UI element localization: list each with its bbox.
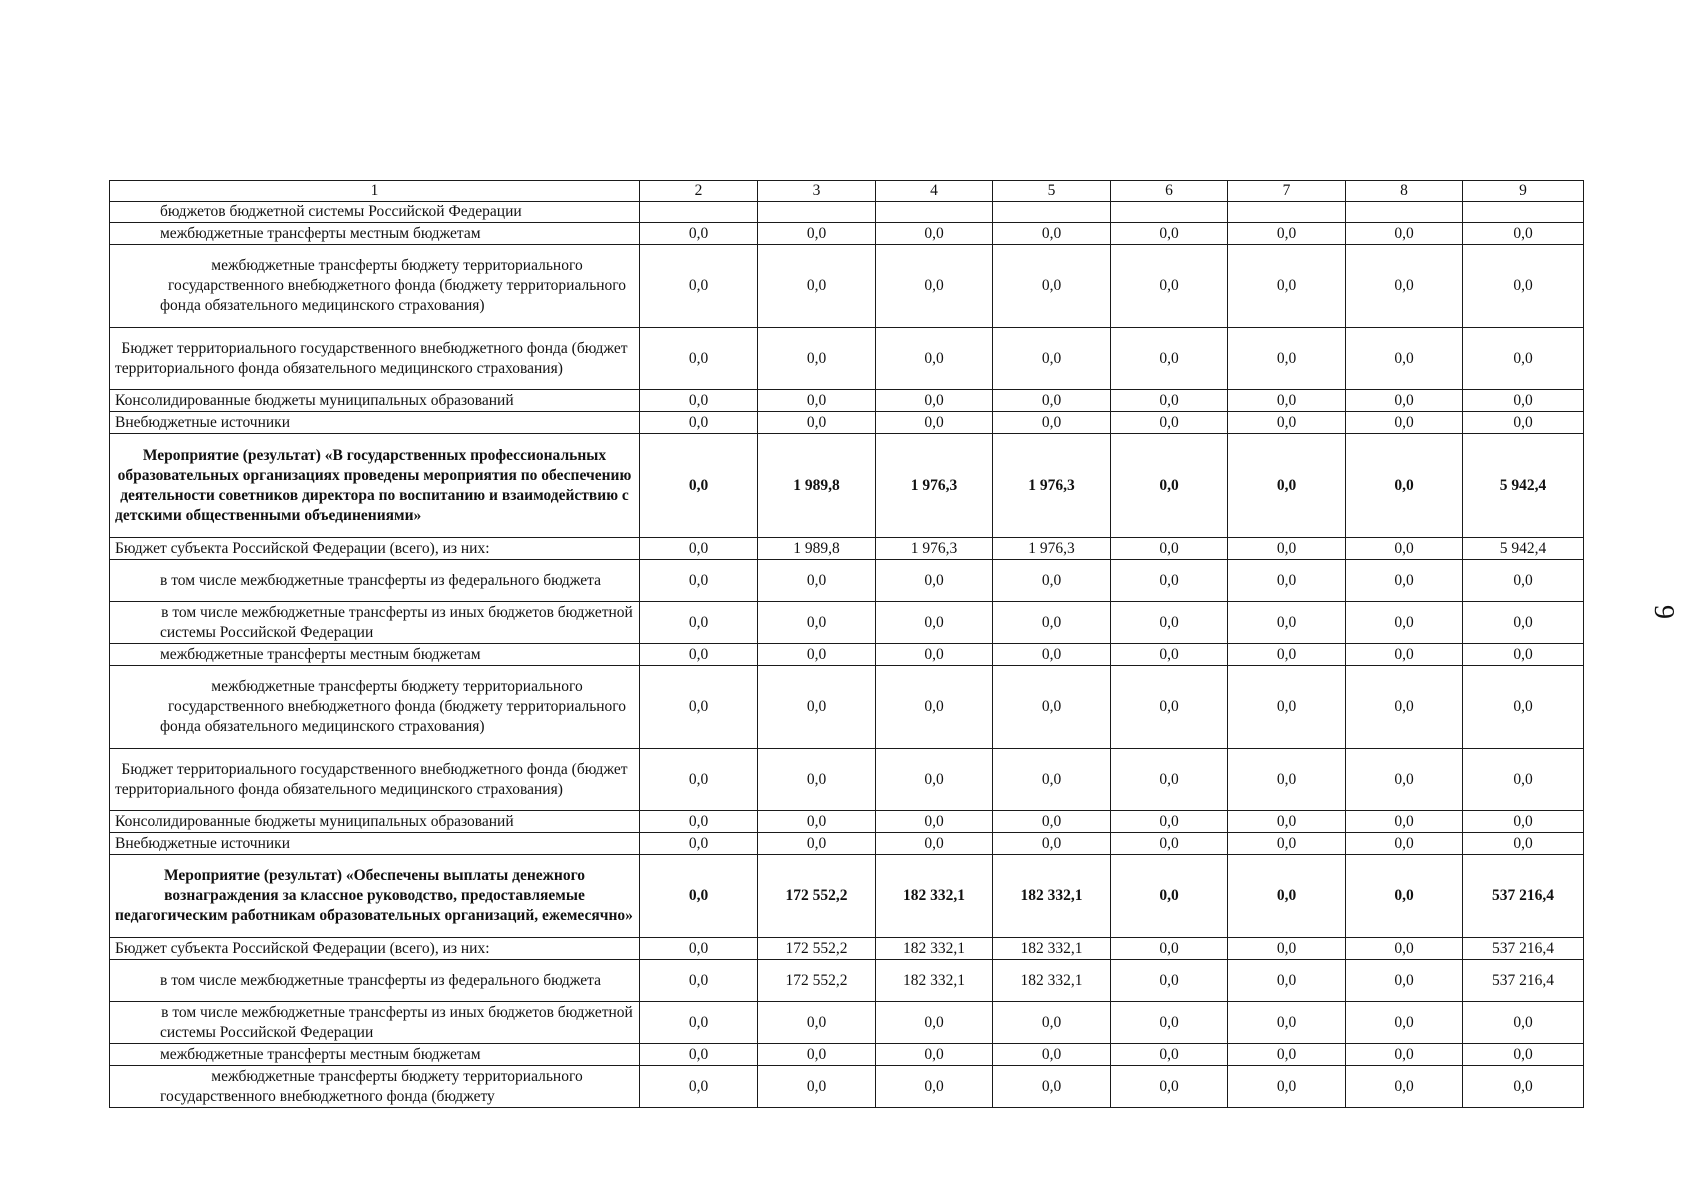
value-cell: 1 976,3 [993, 538, 1111, 560]
row-label: в том числе межбюджетные трансферты из иных бюджетов бюджетной системы Российской Федерации [110, 602, 640, 644]
value-cell: 0,0 [1346, 644, 1463, 666]
table-row [110, 390, 1584, 412]
value-cell: 0,0 [993, 412, 1111, 434]
table-row [110, 602, 1584, 644]
row-label: в том числе межбюджетные трансферты из иных бюджетов бюджетной системы Российской Федерации [110, 1002, 640, 1044]
value-cell: 0,0 [640, 960, 758, 1002]
value-cell: 0,0 [993, 811, 1111, 833]
value-cell: 0,0 [758, 560, 876, 602]
value-cell: 0,0 [876, 749, 993, 811]
value-cell: 0,0 [1463, 811, 1584, 833]
row-label: бюджетов бюджетной системы Российской Федерации [110, 202, 640, 223]
column-header: 4 [876, 181, 993, 202]
value-cell: 0,0 [1463, 1002, 1584, 1044]
value-cell: 0,0 [993, 390, 1111, 412]
value-cell: 0,0 [1111, 223, 1228, 245]
value-cell: 0,0 [876, 1066, 993, 1108]
value-cell: 0,0 [640, 833, 758, 855]
value-cell: 0,0 [993, 602, 1111, 644]
value-cell: 172 552,2 [758, 855, 876, 938]
value-cell: 0,0 [1346, 749, 1463, 811]
value-cell: 0,0 [640, 412, 758, 434]
value-cell: 0,0 [876, 644, 993, 666]
value-cell: 0,0 [993, 666, 1111, 749]
table-row [110, 1002, 1584, 1044]
value-cell: 0,0 [876, 328, 993, 390]
value-cell: 0,0 [993, 328, 1111, 390]
value-cell: 0,0 [1111, 960, 1228, 1002]
value-cell: 0,0 [1228, 811, 1346, 833]
value-cell: 172 552,2 [758, 938, 876, 960]
table-row [110, 1066, 1584, 1108]
value-cell: 0,0 [1463, 666, 1584, 749]
value-cell: 182 332,1 [876, 855, 993, 938]
value-cell: 0,0 [876, 223, 993, 245]
value-cell: 0,0 [1463, 1066, 1584, 1108]
value-cell: 0,0 [993, 245, 1111, 328]
column-header: 6 [1111, 181, 1228, 202]
value-cell: 0,0 [640, 538, 758, 560]
row-label: в том числе межбюджетные трансферты из федерального бюджета [110, 560, 640, 602]
activity-row [110, 855, 1584, 938]
value-cell: 0,0 [1228, 602, 1346, 644]
table-row [110, 811, 1584, 833]
value-cell: 0,0 [1463, 1044, 1584, 1066]
value-cell: 0,0 [1346, 560, 1463, 602]
value-cell: 0,0 [1111, 1002, 1228, 1044]
value-cell: 0,0 [1111, 855, 1228, 938]
value-cell: 0,0 [640, 560, 758, 602]
value-cell: 0,0 [1346, 390, 1463, 412]
row-label: межбюджетные трансферты местным бюджетам [110, 1044, 640, 1066]
column-header: 9 [1463, 181, 1584, 202]
column-header: 1 [110, 181, 640, 202]
value-cell: 0,0 [1463, 412, 1584, 434]
value-cell: 0,0 [993, 644, 1111, 666]
value-cell: 0,0 [1346, 538, 1463, 560]
value-cell: 0,0 [1228, 1002, 1346, 1044]
value-cell: 0,0 [1463, 223, 1584, 245]
value-cell: 0,0 [640, 223, 758, 245]
value-cell: 0,0 [993, 1066, 1111, 1108]
value-cell: 1 976,3 [876, 538, 993, 560]
row-label: Мероприятие (результат) «Обеспечены выплаты денежного вознаграждения за классное руководство, предоставляемые педагогическим работникам образовательных организаций, ежемесячно» [110, 855, 640, 938]
value-cell: 0,0 [1111, 328, 1228, 390]
value-cell: 0,0 [758, 412, 876, 434]
value-cell: 0,0 [876, 412, 993, 434]
value-cell: 0,0 [876, 811, 993, 833]
value-cell [1346, 202, 1463, 223]
row-label: Мероприятие (результат) «В государственных профессиональных образовательных организациях проведены мероприятия по обеспечению деятельности советников директора по воспитанию и взаимодействию с детскими общественными объединениями» [110, 434, 640, 538]
budget-table [109, 180, 1584, 1108]
value-cell: 0,0 [1228, 390, 1346, 412]
value-cell: 0,0 [1346, 666, 1463, 749]
value-cell: 0,0 [876, 666, 993, 749]
row-label: межбюджетные трансферты бюджету территориального государственного внебюджетного фонда (бюджету [110, 1066, 640, 1108]
value-cell: 0,0 [1463, 602, 1584, 644]
value-cell: 1 989,8 [758, 538, 876, 560]
value-cell: 0,0 [993, 749, 1111, 811]
value-cell: 0,0 [1111, 1066, 1228, 1108]
value-cell: 0,0 [1463, 560, 1584, 602]
value-cell: 0,0 [993, 1044, 1111, 1066]
value-cell: 0,0 [758, 749, 876, 811]
value-cell: 0,0 [1346, 833, 1463, 855]
value-cell: 0,0 [1346, 434, 1463, 538]
value-cell: 0,0 [1111, 390, 1228, 412]
value-cell: 0,0 [1346, 1044, 1463, 1066]
value-cell: 0,0 [640, 328, 758, 390]
value-cell: 0,0 [876, 1044, 993, 1066]
value-cell [1111, 202, 1228, 223]
table-row [110, 412, 1584, 434]
header-row [110, 181, 1584, 202]
value-cell: 0,0 [640, 1044, 758, 1066]
value-cell: 1 989,8 [758, 434, 876, 538]
table-row [110, 202, 1584, 223]
value-cell: 0,0 [1463, 833, 1584, 855]
value-cell: 0,0 [1111, 938, 1228, 960]
value-cell: 0,0 [758, 833, 876, 855]
value-cell: 0,0 [1228, 538, 1346, 560]
value-cell: 0,0 [640, 644, 758, 666]
value-cell: 0,0 [876, 1002, 993, 1044]
table-row [110, 328, 1584, 390]
row-label: Бюджет территориального государственного внебюджетного фонда (бюджет территориального фонда обязательного медицинского страхования) [110, 328, 640, 390]
column-header: 2 [640, 181, 758, 202]
value-cell [993, 202, 1111, 223]
value-cell: 0,0 [1111, 245, 1228, 328]
value-cell: 0,0 [1111, 1044, 1228, 1066]
value-cell: 0,0 [1228, 644, 1346, 666]
row-label: Консолидированные бюджеты муниципальных образований [110, 811, 640, 833]
value-cell: 0,0 [1228, 749, 1346, 811]
value-cell: 0,0 [1228, 1066, 1346, 1108]
row-label: межбюджетные трансферты местным бюджетам [110, 644, 640, 666]
column-header: 8 [1346, 181, 1463, 202]
table-row [110, 833, 1584, 855]
value-cell: 0,0 [993, 223, 1111, 245]
row-label: Бюджет субъекта Российской Федерации (всего), из них: [110, 938, 640, 960]
value-cell: 0,0 [876, 602, 993, 644]
value-cell: 5 942,4 [1463, 434, 1584, 538]
table-row [110, 245, 1584, 328]
value-cell [640, 202, 758, 223]
row-label: Внебюджетные источники [110, 412, 640, 434]
value-cell: 0,0 [1346, 223, 1463, 245]
value-cell: 0,0 [1228, 560, 1346, 602]
value-cell [1228, 202, 1346, 223]
row-label: Внебюджетные источники [110, 833, 640, 855]
value-cell: 537 216,4 [1463, 960, 1584, 1002]
value-cell: 0,0 [1228, 1044, 1346, 1066]
value-cell: 0,0 [1228, 328, 1346, 390]
value-cell: 0,0 [1346, 855, 1463, 938]
value-cell: 0,0 [1228, 434, 1346, 538]
value-cell: 182 332,1 [993, 960, 1111, 1002]
value-cell: 0,0 [1463, 749, 1584, 811]
value-cell: 0,0 [640, 811, 758, 833]
column-header: 7 [1228, 181, 1346, 202]
table-row [110, 960, 1584, 1002]
table-body [110, 181, 1584, 1108]
activity-row [110, 434, 1584, 538]
row-label: в том числе межбюджетные трансферты из федерального бюджета [110, 960, 640, 1002]
value-cell [758, 202, 876, 223]
value-cell: 0,0 [758, 245, 876, 328]
value-cell: 0,0 [1111, 811, 1228, 833]
value-cell: 0,0 [1111, 666, 1228, 749]
value-cell: 0,0 [1346, 1066, 1463, 1108]
value-cell: 0,0 [640, 602, 758, 644]
value-cell: 0,0 [1228, 855, 1346, 938]
value-cell: 0,0 [1228, 938, 1346, 960]
value-cell: 0,0 [1463, 245, 1584, 328]
value-cell [1463, 202, 1584, 223]
value-cell: 0,0 [876, 390, 993, 412]
value-cell: 0,0 [993, 560, 1111, 602]
value-cell: 0,0 [1346, 412, 1463, 434]
value-cell: 0,0 [1228, 960, 1346, 1002]
value-cell: 182 332,1 [993, 855, 1111, 938]
value-cell: 0,0 [758, 666, 876, 749]
row-label: межбюджетные трансферты бюджету территориального государственного внебюджетного фонда (бюджету территориального фонда обязательного медицинского страхования) [110, 666, 640, 749]
value-cell: 0,0 [640, 938, 758, 960]
value-cell: 0,0 [1111, 434, 1228, 538]
value-cell: 182 332,1 [993, 938, 1111, 960]
value-cell: 0,0 [1346, 811, 1463, 833]
value-cell: 0,0 [758, 223, 876, 245]
value-cell: 537 216,4 [1463, 855, 1584, 938]
value-cell: 0,0 [1463, 328, 1584, 390]
table-row [110, 1044, 1584, 1066]
value-cell: 0,0 [758, 390, 876, 412]
column-header: 5 [993, 181, 1111, 202]
value-cell: 0,0 [1111, 602, 1228, 644]
value-cell: 0,0 [758, 1002, 876, 1044]
column-header: 3 [758, 181, 876, 202]
value-cell: 0,0 [758, 1044, 876, 1066]
value-cell: 0,0 [758, 644, 876, 666]
value-cell: 0,0 [640, 666, 758, 749]
table-row [110, 644, 1584, 666]
value-cell: 182 332,1 [876, 938, 993, 960]
value-cell: 0,0 [1111, 412, 1228, 434]
table-row [110, 223, 1584, 245]
value-cell: 0,0 [640, 434, 758, 538]
row-label: межбюджетные трансферты местным бюджетам [110, 223, 640, 245]
value-cell: 0,0 [1228, 223, 1346, 245]
value-cell: 0,0 [1228, 666, 1346, 749]
value-cell: 0,0 [758, 811, 876, 833]
value-cell: 0,0 [993, 1002, 1111, 1044]
table-row [110, 749, 1584, 811]
value-cell: 0,0 [1346, 328, 1463, 390]
value-cell: 0,0 [1346, 960, 1463, 1002]
value-cell: 0,0 [1346, 602, 1463, 644]
value-cell: 0,0 [1111, 833, 1228, 855]
value-cell: 182 332,1 [876, 960, 993, 1002]
value-cell: 0,0 [640, 749, 758, 811]
value-cell: 0,0 [1228, 833, 1346, 855]
value-cell: 0,0 [1111, 538, 1228, 560]
table-row [110, 538, 1584, 560]
value-cell: 0,0 [1111, 644, 1228, 666]
row-label: межбюджетные трансферты бюджету территориального государственного внебюджетного фонда (бюджету территориального фонда обязательного медицинского страхования) [110, 245, 640, 328]
table-row [110, 938, 1584, 960]
page-number: 9 [1648, 605, 1679, 619]
value-cell: 0,0 [1111, 560, 1228, 602]
value-cell: 0,0 [758, 602, 876, 644]
value-cell: 0,0 [1346, 245, 1463, 328]
value-cell: 0,0 [1228, 245, 1346, 328]
value-cell: 0,0 [640, 855, 758, 938]
value-cell: 5 942,4 [1463, 538, 1584, 560]
table-row [110, 560, 1584, 602]
row-label: Консолидированные бюджеты муниципальных образований [110, 390, 640, 412]
value-cell: 0,0 [876, 560, 993, 602]
table-row [110, 666, 1584, 749]
value-cell: 0,0 [640, 1002, 758, 1044]
value-cell: 0,0 [876, 833, 993, 855]
value-cell: 1 976,3 [876, 434, 993, 538]
value-cell [876, 202, 993, 223]
value-cell: 0,0 [758, 1066, 876, 1108]
row-label: Бюджет субъекта Российской Федерации (всего), из них: [110, 538, 640, 560]
row-label: Бюджет территориального государственного внебюджетного фонда (бюджет территориального фонда обязательного медицинского страхования) [110, 749, 640, 811]
value-cell: 0,0 [1346, 938, 1463, 960]
value-cell: 0,0 [758, 328, 876, 390]
value-cell: 0,0 [1228, 412, 1346, 434]
value-cell: 0,0 [993, 833, 1111, 855]
value-cell: 0,0 [640, 1066, 758, 1108]
value-cell: 1 976,3 [993, 434, 1111, 538]
value-cell: 172 552,2 [758, 960, 876, 1002]
value-cell: 0,0 [640, 245, 758, 328]
value-cell: 0,0 [1463, 644, 1584, 666]
value-cell: 0,0 [876, 245, 993, 328]
value-cell: 0,0 [1346, 1002, 1463, 1044]
value-cell: 537 216,4 [1463, 938, 1584, 960]
value-cell: 0,0 [1111, 749, 1228, 811]
value-cell: 0,0 [1463, 390, 1584, 412]
value-cell: 0,0 [640, 390, 758, 412]
